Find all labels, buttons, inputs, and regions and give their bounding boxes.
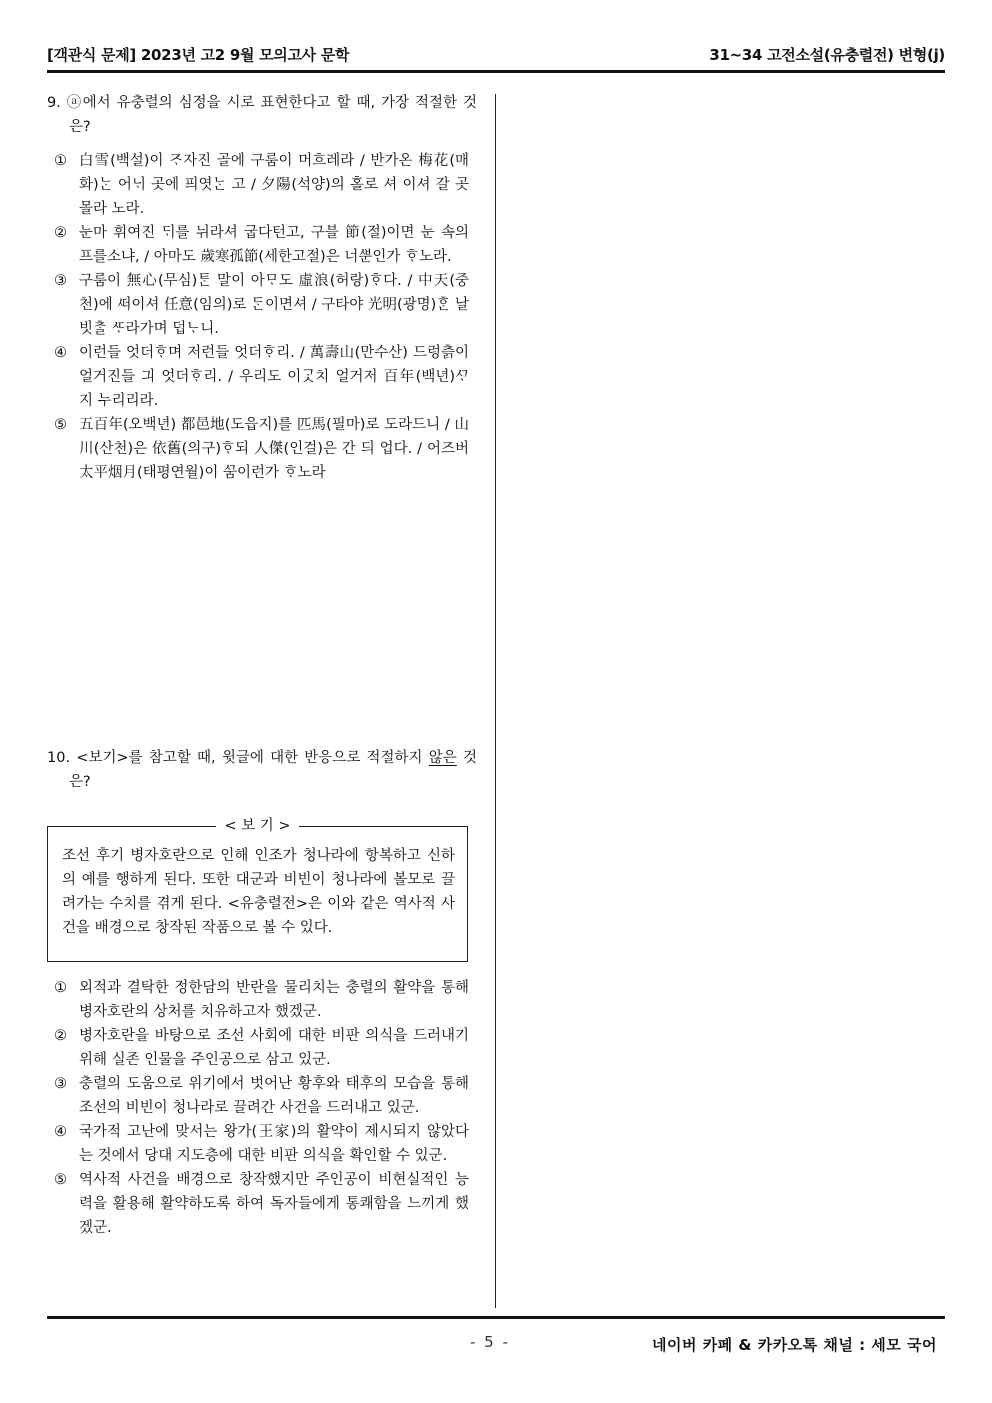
choice-text: 白雪(백설)이 ᄌᆞ자진 골에 구룸이 머흐레라 / 반가온 梅花(매화)ᄂᆞᆫ 어ᄂᆡ 곳에 픠엿ᄂᆞᆫ 고 / 夕陽(석양)의 홀로 셔 이셔 갈 곳 몰라 노라. [79,153,469,217]
choice-number: ① [54,980,67,996]
choice-text: 이런들 엇더ᄒᆞ며 저런들 엇더ᄒᆞ리. / 萬壽山(만수산) 드렁츩이 얼거진들 긔 엇더ᄒᆞ리. / 우리도 이ᄀᆞᆺ치 얼거저 百年(백년)ᄭᆞ지 누리리라. [79,345,469,409]
choice-number: ② [54,1028,67,1044]
question-10 [47,746,477,794]
choice-text: 역사적 사건을 배경으로 창작했지만 주인공이 비현실적인 능력을 활용해 활약하도록 하여 독자들에게 통쾌함을 느끼게 했겠군. [79,1172,469,1236]
choice-text: 눈마 휘여진 ᄃᆡ를 뉘라셔 굽다턴고, 구블 節(절)이면 눈 속의 프를소냐, / 아마도 歲寒孤節(세한고절)은 너ᄲᅮᆫ인가 ᄒᆞ노라. [79,225,469,265]
question-10-number: 10. [47,750,71,766]
choice-number: ① [54,153,67,169]
exam-title: [객관식 문제] 2023년 고2 9월 모의고사 문학 [47,46,350,64]
page-header [47,40,945,70]
column-divider [495,94,496,1308]
header-rule [47,70,945,73]
q9-choice-3[interactable] [47,269,477,341]
q10-choice-2[interactable] [47,1024,477,1072]
bogi-text: 조선 후기 병자호란으로 인해 인조가 청나라에 항복하고 신하의 예를 행하게 된다. 또한 대군과 비빈이 청나라에 볼모로 끌려가는 수치를 겪게 된다. <유충렬전>은 이와 같은 역사적 사건을 배경으로 창작된 작품으로 볼 수 있다. [62,848,455,936]
q9-choice-4[interactable] [47,341,477,413]
question-9 [47,91,477,485]
question-10-choices [47,976,477,1240]
q10-choice-5[interactable] [47,1168,477,1240]
q10-choice-1[interactable] [47,976,477,1024]
choice-number: ④ [54,1124,67,1140]
choice-number: ⑤ [54,1172,67,1188]
q9-choice-5[interactable] [47,413,477,485]
q9-choice-2[interactable] [47,221,477,269]
bogi-box [47,818,468,962]
question-9-choices [47,149,477,485]
choice-number: ④ [54,345,67,361]
choice-text: 병자호란을 바탕으로 조선 사회에 대한 비판 의식을 드러내기 위해 실존 인물을 주인공으로 삼고 있군. [79,1028,469,1068]
page-number: - 5 - [470,1333,510,1351]
question-9-stem [47,91,477,139]
choice-text: 구룸이 無心(무심)ᄐᆞᆫ 말이 아ᄆᆞ도 虛浪(허랑)ᄒᆞ다. / 中天(중천)에 ᄯᅥ이셔 任意(임의)로 ᄃᆞᆫ이면셔 / 구타야 光明(광명)ᄒᆞᆫ 날빗ᄎᆞᆯ ᄯᆞ라가며 덥ᄂᆞ니. [79,273,469,337]
question-10-emphasis: 않은 [428,750,457,766]
section-title: 31~34 고전소설(유충렬전) 변형(j) [709,46,945,64]
choice-number: ③ [54,1076,67,1092]
footer-rule [47,1316,945,1319]
question-10-text-end: 것은? [69,750,478,790]
channel-label: 네이버 카페 & 카카오톡 채널 : 세모 국어 [652,1336,937,1354]
question-9-text: ⓐ에서 유충렬의 심정을 시로 표현한다고 할 때, 가장 적절한 것은? [66,95,477,135]
choice-number: ⑤ [54,417,67,433]
question-10-text: <보기>를 참고할 때, 윗글에 대한 반응으로 적절하지 [76,750,429,766]
question-10-stem [47,746,477,794]
question-9-number: 9. [47,95,61,111]
bogi-title: < 보 기 > [216,818,298,834]
choice-text: 五百年(오백년) 都邑地(도읍지)를 匹馬(필마)로 도라드니 / 山川(산천)은 依舊(의구)ᄒᆞ되 人傑(인걸)은 간 듸 업다. / 어즈버 太平烟月(태평연월)이 ᄭᅮᆷ이런가 ᄒᆞ노라 [79,417,470,481]
q9-choice-1[interactable] [47,149,477,221]
choice-text: 외적과 결탁한 정한담의 반란을 물리치는 충렬의 활약을 통해 병자호란의 상처를 치유하고자 했겠군. [79,980,469,1020]
q10-choice-3[interactable] [47,1072,477,1120]
choice-number: ② [54,225,67,241]
q10-choice-4[interactable] [47,1120,477,1168]
choice-text: 국가적 고난에 맞서는 왕가(王家)의 활약이 제시되지 않았다는 것에서 당대 지도층에 대한 비판 의식을 확인할 수 있군. [79,1124,469,1164]
choice-text: 충렬의 도움으로 위기에서 벗어난 황후와 태후의 모습을 통해 조선의 비빈이 청나라로 끌려간 사건을 드러내고 있군. [79,1076,469,1116]
choice-number: ③ [54,273,67,289]
